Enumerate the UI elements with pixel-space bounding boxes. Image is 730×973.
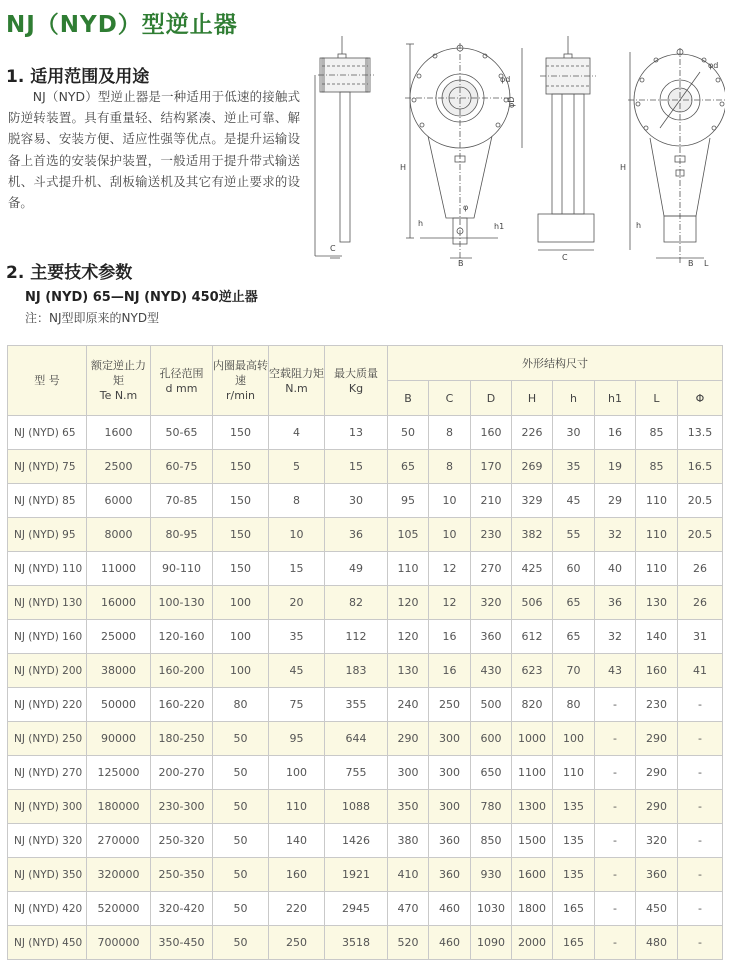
table-cell: 1090 (471, 926, 512, 960)
table-cell: 160 (471, 416, 512, 450)
table-cell: 410 (388, 858, 429, 892)
table-cell: 80-95 (151, 518, 213, 552)
dim-label-h-4: h (636, 221, 642, 230)
header-speed: 内圈最高转速 r/min (213, 346, 269, 416)
table-cell: 180-250 (151, 722, 213, 756)
table-cell: 105 (388, 518, 429, 552)
spec-table (7, 345, 723, 960)
table-cell: 1800 (512, 892, 553, 926)
table-cell: 50 (213, 756, 269, 790)
table-cell: 50-65 (151, 416, 213, 450)
table-cell: 8000 (87, 518, 151, 552)
dim-label-B-1: B (458, 259, 464, 268)
table-cell: 45 (269, 654, 325, 688)
model-cell: NJ (NYD) 450 (8, 926, 87, 960)
table-cell: 1100 (512, 756, 553, 790)
table-cell: 65 (388, 450, 429, 484)
table-cell: 85 (636, 450, 678, 484)
table-cell: 85 (636, 416, 678, 450)
table-cell: 65 (553, 620, 595, 654)
table-cell: 38000 (87, 654, 151, 688)
table-cell: 110 (636, 484, 678, 518)
table-cell: 29 (595, 484, 636, 518)
table-cell: - (595, 688, 636, 722)
table-cell: 1426 (325, 824, 388, 858)
table-cell: 430 (471, 654, 512, 688)
table-cell: 240 (388, 688, 429, 722)
table-cell: 820 (512, 688, 553, 722)
table-cell: 2500 (87, 450, 151, 484)
table-cell: 470 (388, 892, 429, 926)
table-cell: - (678, 824, 723, 858)
model-cell: NJ (NYD) 160 (8, 620, 87, 654)
table-cell: 160-220 (151, 688, 213, 722)
header-mass: 最大质量 Kg (325, 346, 388, 416)
table-cell: 140 (636, 620, 678, 654)
table-row (8, 790, 723, 824)
table-cell: 50 (388, 416, 429, 450)
table-cell: 95 (388, 484, 429, 518)
table-cell: - (678, 926, 723, 960)
table-cell: 360 (429, 858, 471, 892)
table-cell: 50 (213, 926, 269, 960)
table-cell: - (678, 756, 723, 790)
table-cell: 150 (213, 450, 269, 484)
table-cell: 700000 (87, 926, 151, 960)
table-cell: 450 (636, 892, 678, 926)
table-cell: 16 (595, 416, 636, 450)
model-cell: NJ (NYD) 65 (8, 416, 87, 450)
table-cell: 170 (471, 450, 512, 484)
table-cell: 460 (429, 892, 471, 926)
table-cell: 16 (429, 654, 471, 688)
table-row (8, 552, 723, 586)
dim-label-h-1: h (418, 219, 424, 228)
table-cell: 100-130 (151, 586, 213, 620)
table-cell: 16.5 (678, 450, 723, 484)
table-cell: 250 (429, 688, 471, 722)
table-cell: - (678, 722, 723, 756)
table-cell: 100 (553, 722, 595, 756)
table-cell: 140 (269, 824, 325, 858)
table-cell: 460 (429, 926, 471, 960)
table-cell: 250-320 (151, 824, 213, 858)
table-cell: 165 (553, 892, 595, 926)
table-cell: 520 (388, 926, 429, 960)
table-cell: 70-85 (151, 484, 213, 518)
table-cell: 13 (325, 416, 388, 450)
table-cell: 6000 (87, 484, 151, 518)
table-cell: 36 (325, 518, 388, 552)
table-cell: 100 (213, 654, 269, 688)
table-cell: 60 (553, 552, 595, 586)
table-cell: 270 (471, 552, 512, 586)
side-view-drawing-3 (538, 36, 596, 262)
table-cell: - (678, 892, 723, 926)
table-cell: 110 (269, 790, 325, 824)
table-row (8, 654, 723, 688)
table-cell: 12 (429, 552, 471, 586)
table-cell: - (595, 790, 636, 824)
table-cell: 650 (471, 756, 512, 790)
table-cell: 290 (636, 790, 678, 824)
header-torque: 额定逆止力矩 Te N.m (87, 346, 151, 416)
table-cell: 110 (388, 552, 429, 586)
model-cell: NJ (NYD) 300 (8, 790, 87, 824)
header-B: B (388, 381, 429, 416)
table-cell: - (595, 858, 636, 892)
table-cell: 55 (553, 518, 595, 552)
header-phi: Φ (678, 381, 723, 416)
table-cell: - (595, 756, 636, 790)
table-cell: 43 (595, 654, 636, 688)
table-cell: 360 (636, 858, 678, 892)
table-cell: 80 (213, 688, 269, 722)
dim-label-H-4: H (620, 163, 627, 172)
table-cell: 300 (429, 722, 471, 756)
table-cell: 82 (325, 586, 388, 620)
table-cell: 125000 (87, 756, 151, 790)
table-cell: 10 (269, 518, 325, 552)
table-cell: 480 (636, 926, 678, 960)
table-cell: 10 (429, 484, 471, 518)
table-cell: 32 (595, 518, 636, 552)
table-cell: 8 (429, 450, 471, 484)
table-cell: 95 (269, 722, 325, 756)
table-cell: 329 (512, 484, 553, 518)
model-cell: NJ (NYD) 200 (8, 654, 87, 688)
table-cell: 110 (553, 756, 595, 790)
table-cell: 110 (636, 552, 678, 586)
dim-label-H-1: H (400, 163, 407, 172)
table-cell: 26 (678, 586, 723, 620)
section-1-body: NJ（NYD）型逆止器是一种适用于低速的接触式防逆转装置。具有重量轻、结构紧凑、逆止可靠、解脱容易、安装方便、适应性强等优点。是提升运输设备上首选的安装保护装置，一般适用于提升带式输送机、斗式提升机、刮板输送机及其它有逆止要求的设备。 (8, 89, 300, 211)
model-cell: NJ (NYD) 250 (8, 722, 87, 756)
table-cell: 290 (636, 722, 678, 756)
table-cell: 1300 (512, 790, 553, 824)
header-dimensions: 外形结构尺寸 (388, 346, 723, 381)
table-cell: 350 (388, 790, 429, 824)
table-cell: 75 (269, 688, 325, 722)
table-cell: 36 (595, 586, 636, 620)
model-cell: NJ (NYD) 85 (8, 484, 87, 518)
table-cell: 1000 (512, 722, 553, 756)
table-cell: 425 (512, 552, 553, 586)
table-cell: 382 (512, 518, 553, 552)
table-cell: 19 (595, 450, 636, 484)
table-cell: 11000 (87, 552, 151, 586)
table-cell: 15 (269, 552, 325, 586)
table-row (8, 892, 723, 926)
table-cell: 35 (553, 450, 595, 484)
table-cell: 1600 (512, 858, 553, 892)
table-cell: 1921 (325, 858, 388, 892)
table-row (8, 484, 723, 518)
table-cell: 612 (512, 620, 553, 654)
table-cell: 160 (636, 654, 678, 688)
model-cell: NJ (NYD) 270 (8, 756, 87, 790)
table-cell: 13.5 (678, 416, 723, 450)
table-cell: 520000 (87, 892, 151, 926)
table-cell: 150 (213, 518, 269, 552)
table-cell: 230 (636, 688, 678, 722)
dim-label-c1: C (330, 244, 336, 253)
table-cell: 45 (553, 484, 595, 518)
table-row (8, 416, 723, 450)
table-cell: 150 (213, 552, 269, 586)
header-L: L (636, 381, 678, 416)
table-cell: 50000 (87, 688, 151, 722)
dim-label-B-4: B (688, 259, 694, 268)
dim-label-h1-1: h1 (494, 222, 505, 231)
table-cell: - (595, 892, 636, 926)
model-cell: NJ (NYD) 75 (8, 450, 87, 484)
table-cell: 35 (269, 620, 325, 654)
table-cell: 120 (388, 586, 429, 620)
section-1-heading: 1. 适用范围及用途 (6, 67, 150, 87)
table-cell: 135 (553, 824, 595, 858)
table-cell: 160-200 (151, 654, 213, 688)
spec-table-body (8, 416, 723, 960)
table-row (8, 926, 723, 960)
table-cell: 25000 (87, 620, 151, 654)
model-cell: NJ (NYD) 130 (8, 586, 87, 620)
table-cell: 290 (636, 756, 678, 790)
table-cell: 90000 (87, 722, 151, 756)
table-cell: 2945 (325, 892, 388, 926)
table-cell: 755 (325, 756, 388, 790)
table-cell: 31 (678, 620, 723, 654)
table-cell: 270000 (87, 824, 151, 858)
table-cell: 20.5 (678, 518, 723, 552)
table-cell: 380 (388, 824, 429, 858)
table-cell: 135 (553, 790, 595, 824)
table-cell: - (678, 790, 723, 824)
section-2-subtitle: NJ (NYD) 65—NJ (NYD) 450逆止器 (25, 290, 258, 305)
table-cell: 16 (429, 620, 471, 654)
model-cell: NJ (NYD) 110 (8, 552, 87, 586)
table-cell: 300 (429, 790, 471, 824)
table-cell: 850 (471, 824, 512, 858)
table-cell: 300 (429, 756, 471, 790)
table-cell: 320-420 (151, 892, 213, 926)
table-cell: 320000 (87, 858, 151, 892)
table-cell: 360 (429, 824, 471, 858)
table-cell: 60-75 (151, 450, 213, 484)
table-cell: 8 (429, 416, 471, 450)
table-row (8, 518, 723, 552)
table-cell: 1030 (471, 892, 512, 926)
table-cell: 250-350 (151, 858, 213, 892)
table-cell: 269 (512, 450, 553, 484)
table-cell: 500 (471, 688, 512, 722)
table-cell: 10 (429, 518, 471, 552)
table-cell: 130 (636, 586, 678, 620)
technical-drawings (300, 28, 725, 268)
table-cell: 226 (512, 416, 553, 450)
table-cell: - (678, 688, 723, 722)
table-cell: 100 (269, 756, 325, 790)
table-cell: 30 (325, 484, 388, 518)
table-cell: 360 (471, 620, 512, 654)
table-cell: 16000 (87, 586, 151, 620)
table-cell: 70 (553, 654, 595, 688)
section-2-heading: 2. 主要技术参数 (6, 263, 133, 283)
table-cell: 230 (471, 518, 512, 552)
table-cell: 20 (269, 586, 325, 620)
table-row (8, 586, 723, 620)
table-row (8, 756, 723, 790)
dim-label-phi-D-1: φD (507, 96, 516, 108)
header-idle-torque: 空载阻力矩 N.m (269, 346, 325, 416)
dim-label-L-4: L (704, 259, 709, 268)
dim-label-c3: C (562, 253, 568, 262)
model-cell: NJ (NYD) 420 (8, 892, 87, 926)
table-cell: 40 (595, 552, 636, 586)
table-row (8, 688, 723, 722)
table-cell: - (595, 722, 636, 756)
table-cell: 4 (269, 416, 325, 450)
header-bore: 孔径范围 d mm (151, 346, 213, 416)
table-cell: 8 (269, 484, 325, 518)
table-cell: 110 (636, 518, 678, 552)
table-cell: - (595, 926, 636, 960)
front-view-drawing-4 (620, 48, 725, 268)
table-cell: 1600 (87, 416, 151, 450)
table-cell: 210 (471, 484, 512, 518)
table-cell: 350-450 (151, 926, 213, 960)
table-cell: 183 (325, 654, 388, 688)
table-cell: 130 (388, 654, 429, 688)
header-D: D (471, 381, 512, 416)
table-cell: 20.5 (678, 484, 723, 518)
section-2-note: 注：NJ型即原来的NYD型 (25, 311, 160, 325)
front-view-drawing-2 (400, 43, 522, 268)
table-cell: 2000 (512, 926, 553, 960)
table-cell: 165 (553, 926, 595, 960)
page-title: NJ（NYD）型逆止器 (6, 12, 238, 38)
table-row (8, 620, 723, 654)
header-H: H (512, 381, 553, 416)
table-cell: 100 (213, 586, 269, 620)
table-cell: 290 (388, 722, 429, 756)
table-cell: 50 (213, 722, 269, 756)
header-model: 型 号 (8, 346, 87, 416)
table-cell: 26 (678, 552, 723, 586)
table-cell: 250 (269, 926, 325, 960)
table-cell: 120-160 (151, 620, 213, 654)
table-cell: 80 (553, 688, 595, 722)
table-cell: 120 (388, 620, 429, 654)
table-cell: 5 (269, 450, 325, 484)
table-cell: 50 (213, 824, 269, 858)
table-cell: 30 (553, 416, 595, 450)
table-cell: 230-300 (151, 790, 213, 824)
table-cell: 930 (471, 858, 512, 892)
table-cell: 320 (636, 824, 678, 858)
header-h1: h1 (595, 381, 636, 416)
table-cell: 220 (269, 892, 325, 926)
table-cell: 1500 (512, 824, 553, 858)
table-cell: 300 (388, 756, 429, 790)
table-cell: 200-270 (151, 756, 213, 790)
table-cell: - (595, 824, 636, 858)
table-cell: 600 (471, 722, 512, 756)
table-cell: 150 (213, 484, 269, 518)
table-cell: 355 (325, 688, 388, 722)
table-cell: 15 (325, 450, 388, 484)
dim-label-phi-d-1: φd (500, 75, 511, 84)
table-cell: 780 (471, 790, 512, 824)
table-row (8, 722, 723, 756)
table-cell: 506 (512, 586, 553, 620)
model-cell: NJ (NYD) 95 (8, 518, 87, 552)
table-cell: 320 (471, 586, 512, 620)
table-cell: 12 (429, 586, 471, 620)
table-cell: - (678, 858, 723, 892)
dim-label-phi-d-4: φd (708, 61, 719, 70)
table-cell: 65 (553, 586, 595, 620)
header-h: h (553, 381, 595, 416)
model-cell: NJ (NYD) 320 (8, 824, 87, 858)
model-cell: NJ (NYD) 350 (8, 858, 87, 892)
table-cell: 3518 (325, 926, 388, 960)
dim-label-phi-1: φ (463, 203, 469, 212)
table-cell: 49 (325, 552, 388, 586)
table-cell: 50 (213, 858, 269, 892)
table-cell: 135 (553, 858, 595, 892)
table-cell: 160 (269, 858, 325, 892)
table-cell: 50 (213, 790, 269, 824)
table-cell: 623 (512, 654, 553, 688)
table-cell: 180000 (87, 790, 151, 824)
table-cell: 32 (595, 620, 636, 654)
side-view-drawing-1 (315, 36, 374, 258)
table-row (8, 858, 723, 892)
table-cell: 1088 (325, 790, 388, 824)
model-cell: NJ (NYD) 220 (8, 688, 87, 722)
table-cell: 50 (213, 892, 269, 926)
table-cell: 90-110 (151, 552, 213, 586)
header-C: C (429, 381, 471, 416)
table-row (8, 824, 723, 858)
table-cell: 41 (678, 654, 723, 688)
table-cell: 150 (213, 416, 269, 450)
table-cell: 100 (213, 620, 269, 654)
table-row (8, 450, 723, 484)
table-cell: 644 (325, 722, 388, 756)
table-cell: 112 (325, 620, 388, 654)
